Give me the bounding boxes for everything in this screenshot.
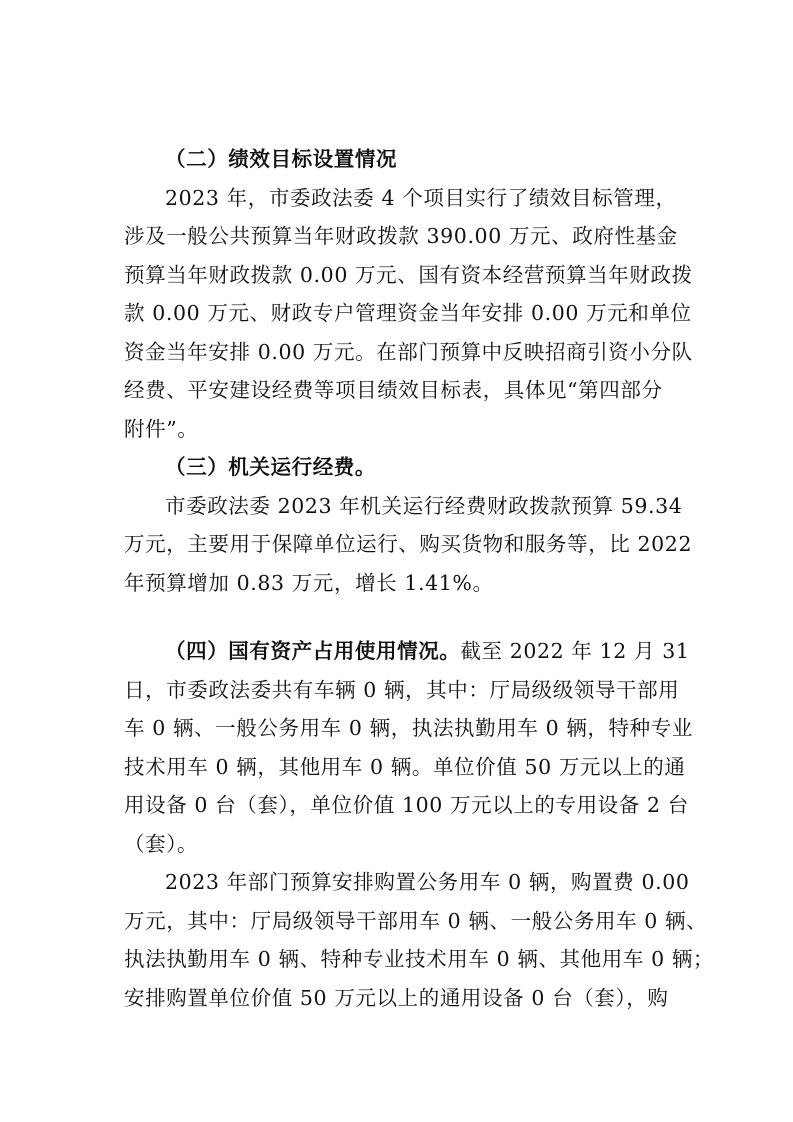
paragraph-line: 附件”。 [124, 416, 199, 441]
paragraph-line: 安排购置单位价值 50 万元以上的通用设备 0 台（套），购 [124, 985, 669, 1010]
paragraph-line: 技术用车 0 辆，其他用车 0 辆。单位价值 50 万元以上的通 [124, 754, 686, 779]
paragraph-line: 2023 年，市委政法委 4 个项目实行了绩效目标管理， [165, 185, 677, 210]
paragraph-line: 市委政法委 2023 年机关运行经费财政拨款预算 59.34 [165, 493, 683, 518]
section-heading-line [124, 632, 690, 671]
paragraph-line: 预算当年财政拨款 0.00 万元、国有资本经营预算当年财政拨 [124, 262, 693, 287]
paragraph-line: 2023 年部门预算安排购置公务用车 0 辆，购置费 0.00 [165, 870, 690, 894]
section-performance-goals [124, 140, 693, 448]
paragraph-line: 日，市委政法委共有车辆 0 辆，其中：厅局级级领导干部用 [124, 677, 680, 702]
paragraph-line: （套）。 [124, 831, 199, 856]
section-state-assets [124, 632, 693, 863]
section-heading: （二）绩效目标设置情况 [165, 147, 398, 171]
paragraph-line: 万元，其中：厅局级领导干部用车 0 辆、一般公务用车 0 辆、 [124, 908, 708, 933]
section-heading: （四）国有资产占用使用情况。 [165, 639, 461, 663]
section-heading: （三）机关运行经费。 [165, 455, 376, 479]
paragraph-line: 车 0 辆、一般公务用车 0 辆，执法执勤用车 0 辆，特种专业 [124, 716, 693, 740]
paragraph-line: 资金当年安排 0.00 万元。在部门预算中反映招商引资小分队 [124, 339, 693, 364]
section-operating-expenses [124, 448, 693, 602]
paragraph-line: 经费、平安建设经费等项目绩效目标表，具体见“第四部分 [124, 378, 663, 402]
heading-continuation: 截至 2022 年 12 月 31 [460, 639, 690, 663]
paragraph-line: 执法执勤用车 0 辆、特种专业技术用车 0 辆、其他用车 0 辆； [124, 947, 715, 971]
paragraph-line: 款 0.00 万元、财政专户管理资金当年安排 0.00 万元和单位 [124, 301, 692, 325]
paragraph-line: 年预算增加 0.83 万元，增长 1.41%。 [124, 570, 494, 595]
paragraph-line: 万元，主要用于保障单位运行、购买货物和服务等，比 2022 [124, 532, 693, 556]
paragraph-line: 涉及一般公共预算当年财政拨款 390.00 万元、政府性基金 [124, 224, 678, 248]
section-vehicle-purchase [124, 863, 715, 1017]
paragraph-line: 用设备 0 台（套），单位价值 100 万元以上的专用设备 2 台 [124, 793, 689, 817]
